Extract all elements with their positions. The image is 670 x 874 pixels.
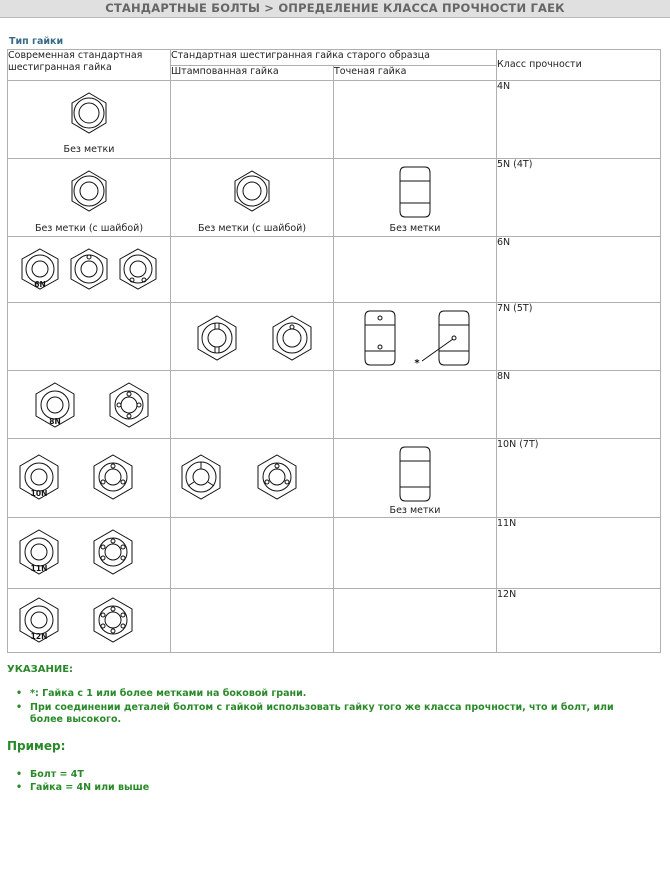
header-stamped: Штампованная гайка	[171, 66, 334, 81]
hex-nut-6n-group-icon	[8, 237, 170, 302]
strength-class: 11N	[497, 518, 661, 589]
table-row	[8, 81, 661, 159]
nut-label: Без метки	[63, 144, 115, 155]
nut-mark: 10N	[30, 489, 48, 498]
table-row	[8, 439, 661, 518]
cell-turned	[334, 303, 497, 371]
page-title-bar	[0, 0, 670, 18]
note-item: • *: Гайка с 1 или более метками на боковой грани.	[14, 688, 644, 701]
cell-modern	[8, 371, 171, 439]
cell-stamped	[171, 439, 334, 518]
note-heading: УКАЗАНИЕ:	[7, 664, 74, 675]
nut-side-view-icon	[334, 439, 496, 517]
cell-stamped	[171, 518, 334, 589]
table-row	[8, 518, 661, 589]
cell-stamped	[171, 589, 334, 653]
table-caption: Тип гайки	[9, 36, 64, 47]
cell-turned	[334, 159, 497, 237]
nut-mark: 12N	[30, 632, 48, 641]
stamped-nut-slotted-icon	[171, 303, 333, 370]
nut-mark: 11N	[30, 564, 48, 573]
example-heading: Пример:	[7, 739, 66, 753]
nut-label: Без метки	[389, 505, 441, 516]
nut-mark: 8N	[49, 417, 61, 426]
table-row	[8, 237, 661, 303]
stamped-nut-10n-icon	[171, 439, 333, 517]
cell-turned	[334, 371, 497, 439]
nut-label: Без метки (с шайбой)	[197, 223, 307, 234]
cell-turned	[334, 518, 497, 589]
strength-class: 7N (5T)	[497, 303, 661, 371]
strength-class: 10N (7T)	[497, 439, 661, 518]
mark-star: *	[414, 358, 420, 369]
strength-class: 6N	[497, 237, 661, 303]
cell-modern	[8, 159, 171, 237]
page-title: СТАНДАРТНЫЕ БОЛТЫ > ОПРЕДЕЛЕНИЕ КЛАССА ПРОЧНОСТИ ГАЕК	[105, 1, 565, 15]
header-turned: Точеная гайка	[334, 66, 497, 81]
cell-turned	[334, 81, 497, 159]
cell-turned	[334, 589, 497, 653]
cell-stamped	[171, 159, 334, 237]
hex-nut-11n-group-icon	[8, 518, 170, 588]
cell-modern	[8, 237, 171, 303]
note-item: • При соединении деталей болтом с гайкой использовать гайку того же класса прочности, что и болт, или более высокого.	[14, 702, 644, 727]
cell-modern	[8, 518, 171, 589]
strength-class: 12N	[497, 589, 661, 653]
example-item: • Гайка = 4N или выше	[14, 781, 414, 794]
cell-turned	[334, 237, 497, 303]
nut-label: Без метки (с шайбой)	[34, 223, 144, 234]
cell-turned	[334, 439, 497, 518]
nut-label: Без метки	[389, 223, 441, 234]
header-modern: Современная стандартная шестигранная гайка	[8, 50, 171, 81]
nut-strength-table	[7, 49, 661, 653]
turned-nut-marked-icon	[334, 303, 496, 370]
example-list	[14, 768, 414, 794]
hex-nut-plain-icon	[8, 81, 170, 158]
hex-nut-10n-group-icon	[8, 439, 170, 517]
hex-nut-12n-group-icon	[8, 589, 170, 652]
cell-stamped	[171, 237, 334, 303]
cell-modern	[8, 589, 171, 653]
strength-class: 8N	[497, 371, 661, 439]
table-row	[8, 589, 661, 653]
cell-stamped	[171, 371, 334, 439]
note-list	[14, 688, 644, 728]
cell-modern	[8, 303, 171, 371]
table-row	[8, 159, 661, 237]
hex-nut-8n-group-icon	[8, 371, 170, 438]
cell-stamped	[171, 303, 334, 371]
cell-stamped	[171, 81, 334, 159]
nut-side-view-icon	[334, 159, 496, 236]
strength-class: 4N	[497, 81, 661, 159]
example-item: • Болт = 4T	[14, 768, 414, 781]
cell-modern	[8, 81, 171, 159]
header-strength: Класс прочности	[497, 50, 661, 81]
table-row	[8, 371, 661, 439]
hex-nut-washer-icon	[8, 159, 170, 236]
nut-mark: 6N	[34, 280, 46, 289]
table-row	[8, 303, 661, 371]
header-old: Стандартная шестигранная гайка старого образца	[171, 50, 497, 66]
cell-modern	[8, 439, 171, 518]
hex-nut-washer-icon	[171, 159, 333, 236]
strength-class: 5N (4T)	[497, 159, 661, 237]
